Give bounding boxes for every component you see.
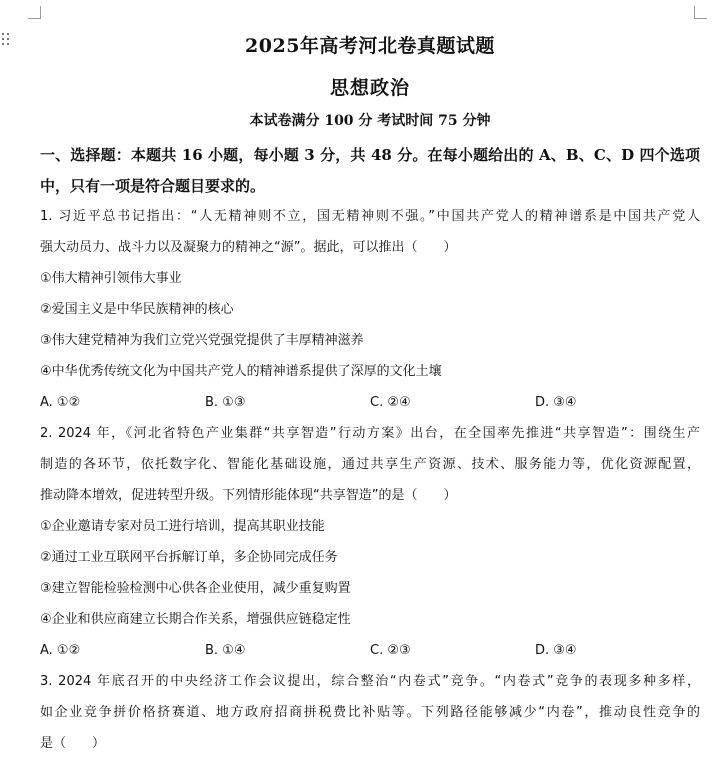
option-c: C. ②④	[370, 395, 411, 410]
page-corner-mark-top-left	[28, 6, 41, 19]
exam-info: 本试卷满分 100 分 考试时间 75 分钟	[249, 113, 491, 129]
answer-options	[40, 635, 700, 666]
statement-item: ②通过工业互联网平台拆解订单，多企协同完成任务	[40, 550, 338, 565]
question-stem-line: 如企业竞争拼价格挤赛道、地方政府招商拼税费比补贴等。下列路径能够减少“内卷”，推动良性竞争的	[40, 705, 700, 720]
option-b: B. ①④	[205, 643, 246, 658]
statement-item: ③建立智能检验检测中心供各企业使用，减少重复购置	[40, 581, 351, 596]
question-stem-line: 1. 习近平总书记指出：“人无精神则不立，国无精神则不强。”中国共产党人的精神谱系是中国共产党人	[40, 209, 700, 224]
section-heading-line: 一、选择题：本题共 16 小题，每小题 3 分，共 48 分。在每小题给出的 A、B、C、D 四个选项	[40, 146, 700, 164]
statement-item: ②爱国主义是中华民族精神的核心	[40, 302, 234, 317]
question-3	[40, 666, 700, 759]
drag-handle-icon[interactable]	[2, 33, 12, 45]
question-1	[40, 201, 700, 418]
answer-options	[40, 387, 700, 418]
page-corner-mark-top-right	[694, 6, 707, 19]
statement-item: ③伟大建党精神为我们立党兴党强党提供了丰厚精神滋养	[40, 333, 364, 348]
section-heading	[40, 140, 700, 202]
question-2	[40, 418, 700, 666]
section-heading-line: 中，只有一项是符合题目要求的。	[40, 177, 266, 195]
statement-item: ④企业和供应商建立长期合作关系，增强供应链稳定性	[40, 612, 351, 627]
document-subtitle: 思想政治	[329, 77, 410, 99]
option-a: A. ①②	[40, 395, 81, 410]
question-stem-line: 3. 2024 年底召开的中央经济工作会议提出，综合整治“内卷式”竞争。“内卷式”竞争的表现多种多样，	[40, 674, 700, 689]
statement-item: ①伟大精神引领伟大事业	[40, 271, 182, 286]
statement-item: ①企业邀请专家对员工进行培训，提高其职业技能	[40, 519, 325, 534]
question-stem-line: 强大动员力、战斗力以及凝聚力的精神之“源”。据此，可以推出（ ）	[40, 240, 457, 255]
option-a: A. ①②	[40, 643, 81, 658]
option-d: D. ③④	[535, 395, 577, 410]
question-stem-line: 2. 2024 年，《河北省特色产业集群“共享智造”行动方案》出台，在全国率先推进“共享智造”：围绕生产	[40, 426, 700, 441]
option-c: C. ②③	[370, 643, 411, 658]
question-stem-line: 制造的各环节，依托数字化、智能化基础设施，通过共享生产资源、技术、服务能力等，优化资源配置，	[40, 457, 700, 472]
questions-body	[40, 201, 700, 759]
option-b: B. ①③	[205, 395, 246, 410]
question-stem-line: 推动降本增效，促进转型升级。下列情形能体现“共享智造”的是（ ）	[40, 488, 457, 503]
option-d: D. ③④	[535, 643, 577, 658]
question-stem-line: 是（ ）	[40, 736, 106, 751]
document-title: 2025年高考河北卷真题试题	[245, 35, 495, 57]
statement-item: ④中华优秀传统文化为中国共产党人的精神谱系提供了深厚的文化土壤	[40, 364, 442, 379]
